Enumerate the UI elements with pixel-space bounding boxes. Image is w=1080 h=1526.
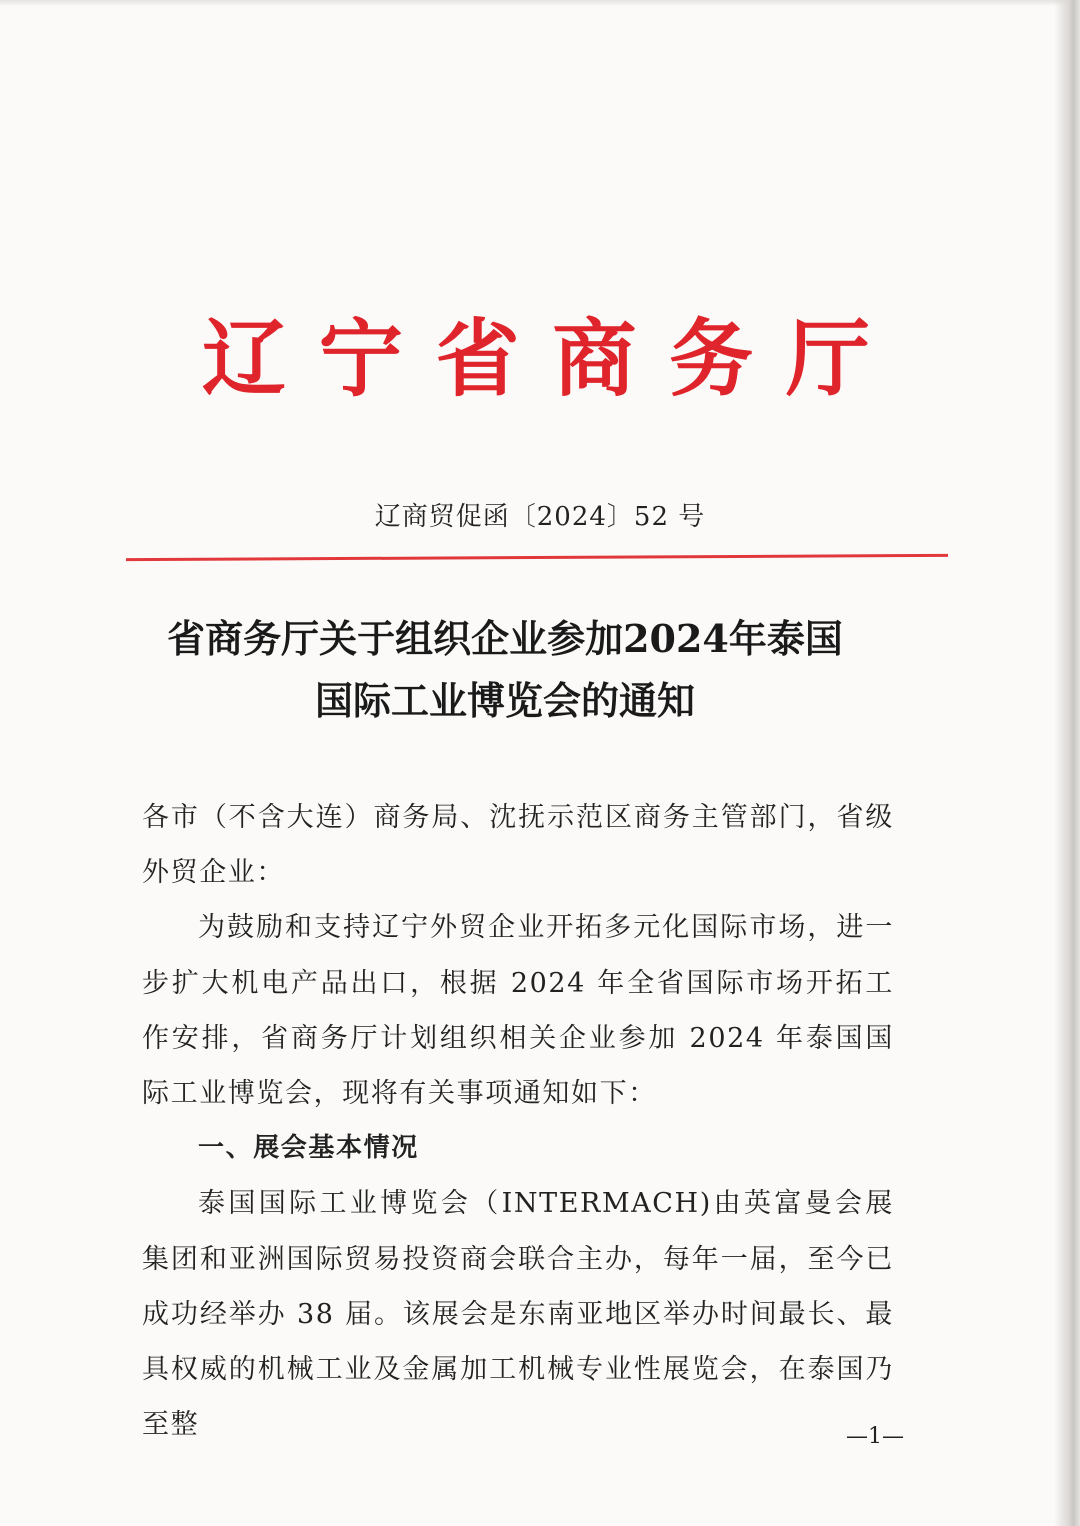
letterhead-char: 宁 (318, 309, 403, 408)
letterhead-char: 省 (435, 309, 520, 408)
document-number: 辽商贸促函〔2024〕52 号 (374, 502, 706, 532)
letterhead-char: 务 (669, 309, 754, 408)
section-heading: 一、展会基本情况 (198, 1133, 419, 1164)
paragraph-intro: 为鼓励和支持辽宁外贸企业开拓多元化国际市场，进一步扩大机电产品出口，根据 2024 年全省国际市场开拓工作安排，省商务厅计划组织相关企业参加 2024 年泰国国际工业博览会，现将有关事项通知如下： (142, 912, 894, 1110)
letterhead-char: 辽 (201, 309, 286, 408)
document-body (142, 790, 894, 1452)
letterhead (196, 304, 876, 414)
salutation: 各市（不含大连）商务局、沈抚示范区商务主管部门，省级外贸企业： (142, 802, 894, 889)
document-title (0, 608, 1010, 732)
scan-top-edge (0, 0, 1080, 6)
paragraph-exhibition-info: 泰国国际工业博览会（INTERMACH)由英富曼会展集团和亚洲国际贸易投资商会联合主办，每年一届，至今已成功经举办 38 届。该展会是东南亚地区举办时间最长、最具权威的机械工业及金属加工机械专业性展览会，在泰国乃至整 (142, 1188, 894, 1441)
scan-right-edge (1054, 0, 1080, 1526)
title-line-2: 国际工业博览会的通知 (314, 678, 695, 723)
page-number: —1— (846, 1424, 904, 1449)
letterhead-char: 厅 (785, 309, 870, 408)
red-separator-line (126, 554, 948, 561)
title-line-1: 省商务厅关于组织企业参加2024年泰国 (167, 616, 843, 661)
letterhead-char: 商 (552, 309, 637, 408)
